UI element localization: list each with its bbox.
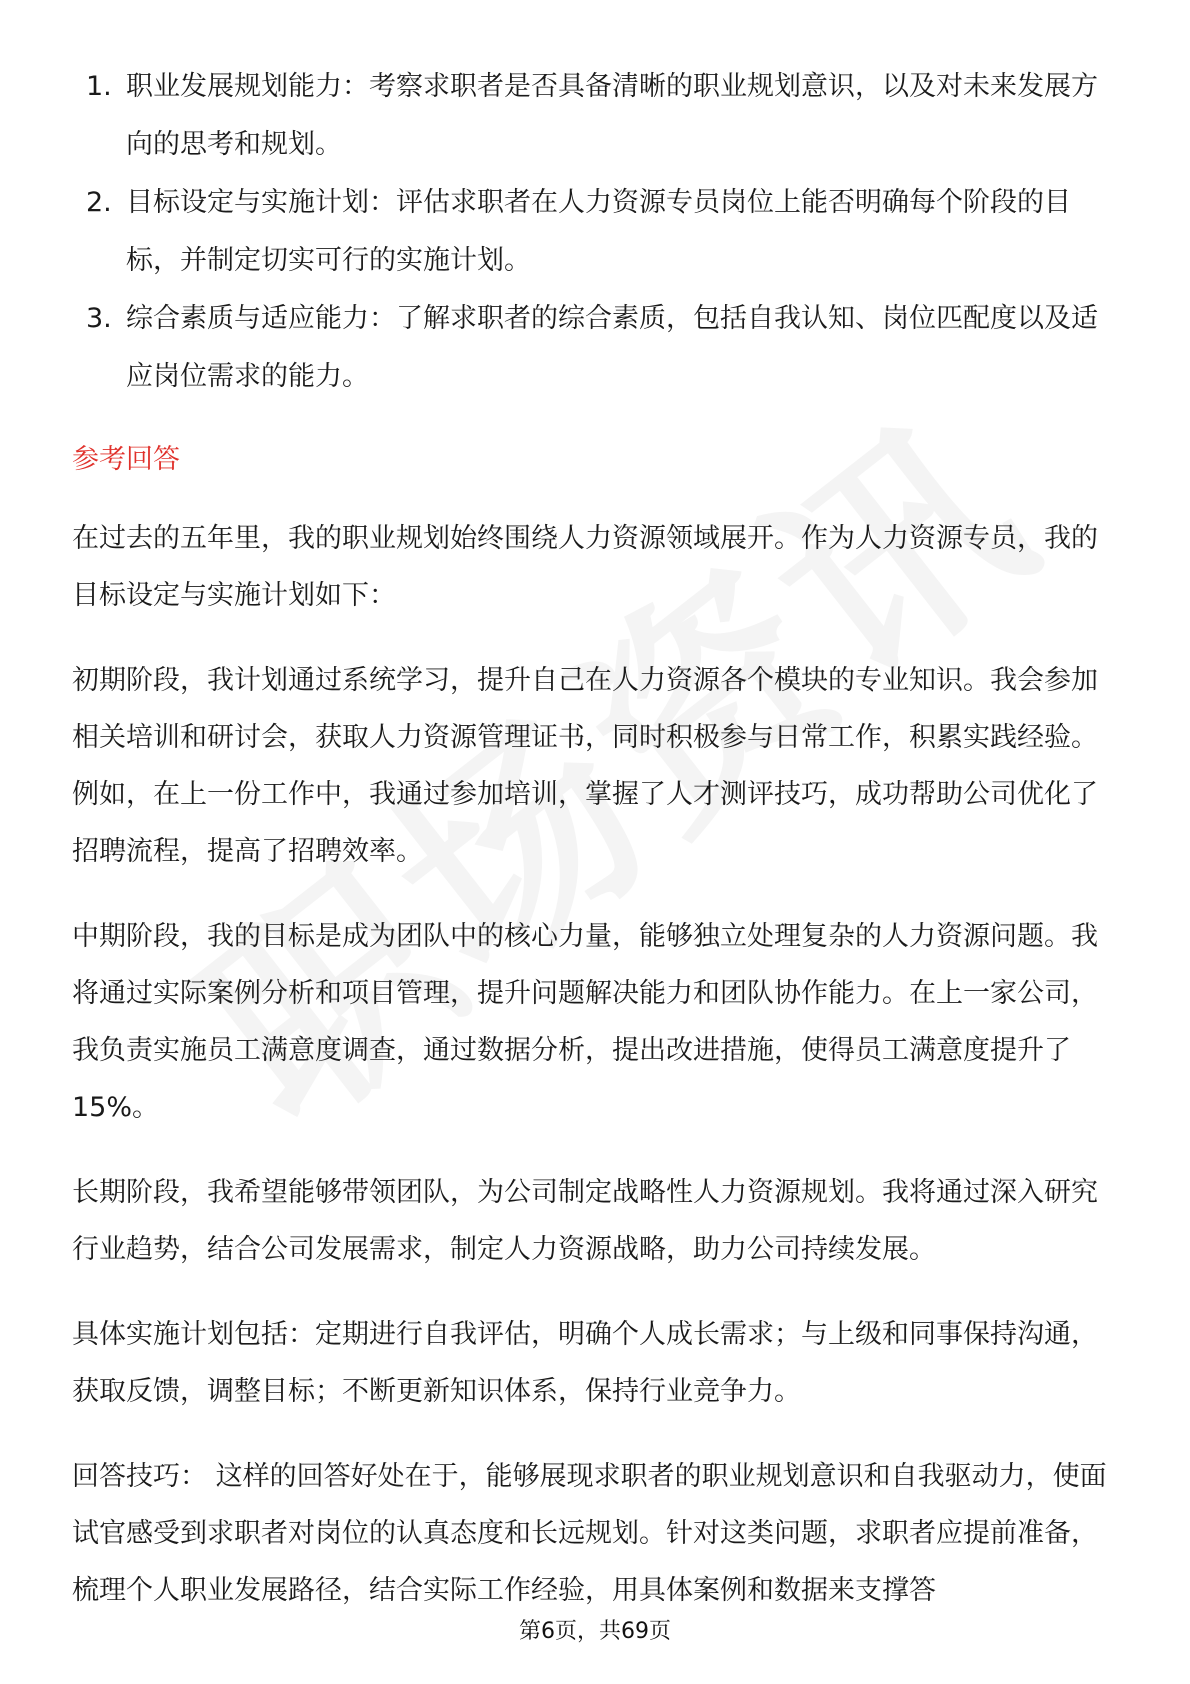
list-item-text: 综合素质与适应能力：了解求职者的综合素质，包括自我认知、岗位匹配度以及适应岗位需求的能力。 [126,303,1098,392]
paragraph: 具体实施计划包括：定期进行自我评估，明确个人成长需求；与上级和同事保持沟通，获取反馈，调整目标；不断更新知识体系，保持行业竞争力。 [72,1319,1098,1407]
list-item-number: 1. [86,71,112,102]
document-body [72,58,1122,1647]
list-item-text: 职业发展规划能力：考察求职者是否具备清晰的职业规划意识，以及对未来发展方向的思考和规划。 [126,71,1098,160]
list-item [72,174,1122,290]
list-item [72,58,1122,174]
list-item-text: 目标设定与实施计划：评估求职者在人力资源专员岗位上能否明确每个阶段的目标，并制定切实可行的实施计划。 [126,187,1071,276]
evaluation-criteria-list [72,58,1122,406]
paragraph: 在过去的五年里，我的职业规划始终围绕人力资源领域展开。作为人力资源专员，我的目标设定与实施计划如下： [72,523,1098,611]
paragraph: 初期阶段，我计划通过系统学习，提升自己在人力资源各个模块的专业知识。我会参加相关培训和研讨会，获取人力资源管理证书，同时积极参与日常工作，积累实践经验。例如，在上一份工作中，我通过参加培训，掌握了人才测评技巧，成功帮助公司优化了招聘流程，提高了招聘效率。 [72,665,1098,867]
paragraph: 回答技巧： 这样的回答好处在于，能够展现求职者的职业规划意识和自我驱动力，使面试官感受到求职者对岗位的认真态度和长远规划。针对这类问题，求职者应提前准备，梳理个人职业发展路径，结合实际工作经验，用具体案例和数据来支撑答 [72,1461,1107,1606]
page-number: 第6页，共69页 [519,1619,671,1644]
paragraph: 长期阶段，我希望能够带领团队，为公司制定战略性人力资源规划。我将通过深入研究行业趋势，结合公司发展需求，制定人力资源战略，助力公司持续发展。 [72,1177,1098,1265]
list-item-number: 3. [86,303,112,334]
section-heading: 参考回答 [72,444,180,475]
list-item-number: 2. [86,187,112,218]
list-item [72,290,1122,406]
paragraph: 中期阶段，我的目标是成为团队中的核心力量，能够独立处理复杂的人力资源问题。我将通过实际案例分析和项目管理，提升问题解决能力和团队协作能力。在上一家公司，我负责实施员工满意度调查，通过数据分析，提出改进措施，使得员工满意度提升了15%。 [72,921,1098,1123]
